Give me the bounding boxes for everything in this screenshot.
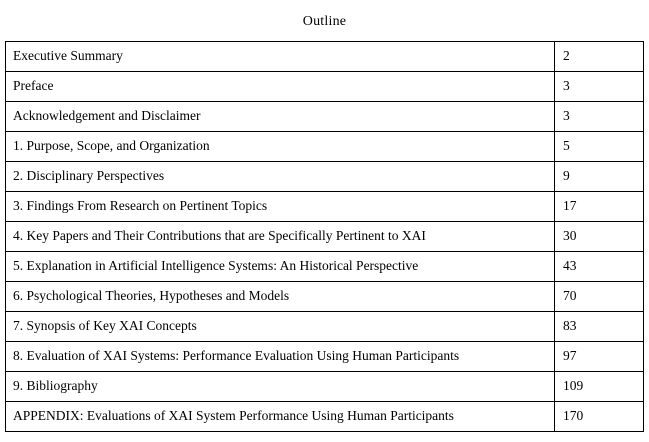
outline-entry-label: 7. Synopsis of Key XAI Concepts	[6, 312, 555, 342]
outline-entry-page: 5	[555, 132, 644, 162]
page-title: Outline	[302, 14, 347, 29]
table-row	[6, 282, 644, 312]
outline-entry-page: 43	[555, 252, 644, 282]
outline-entry-label: 1. Purpose, Scope, and Organization	[6, 132, 555, 162]
outline-entry-page: 3	[555, 102, 644, 132]
outline-entry-page: 170	[555, 402, 644, 432]
table-row	[6, 252, 644, 282]
outline-entry-page: 2	[555, 42, 644, 72]
outline-entry-label: 4. Key Papers and Their Contributions that are Specifically Pertinent to XAI	[6, 222, 555, 252]
table-row	[6, 402, 644, 432]
outline-entry-page: 97	[555, 342, 644, 372]
outline-table	[5, 41, 644, 432]
table-row	[6, 42, 644, 72]
outline-entry-page: 17	[555, 192, 644, 222]
outline-entry-label: 9. Bibliography	[6, 372, 555, 402]
table-row	[6, 192, 644, 222]
table-row	[6, 342, 644, 372]
outline-entry-label: 8. Evaluation of XAI Systems: Performance Evaluation Using Human Participants	[6, 342, 555, 372]
document-page	[0, 14, 649, 442]
outline-entry-page: 9	[555, 162, 644, 192]
outline-entry-label: 2. Disciplinary Perspectives	[6, 162, 555, 192]
outline-entry-page: 83	[555, 312, 644, 342]
outline-entry-label: 6. Psychological Theories, Hypotheses and Models	[6, 282, 555, 312]
outline-table-body	[6, 42, 644, 432]
table-row	[6, 312, 644, 342]
table-row	[6, 72, 644, 102]
table-row	[6, 132, 644, 162]
outline-entry-label: Executive Summary	[6, 42, 555, 72]
table-row	[6, 102, 644, 132]
table-row	[6, 222, 644, 252]
outline-entry-label: APPENDIX: Evaluations of XAI System Performance Using Human Participants	[6, 402, 555, 432]
outline-entry-page: 109	[555, 372, 644, 402]
table-row	[6, 372, 644, 402]
outline-entry-page: 70	[555, 282, 644, 312]
outline-entry-page: 30	[555, 222, 644, 252]
outline-entry-label: 5. Explanation in Artificial Intelligence Systems: An Historical Perspective	[6, 252, 555, 282]
table-row	[6, 162, 644, 192]
outline-entry-label: 3. Findings From Research on Pertinent Topics	[6, 192, 555, 222]
outline-entry-page: 3	[555, 72, 644, 102]
outline-entry-label: Acknowledgement and Disclaimer	[6, 102, 555, 132]
outline-entry-label: Preface	[6, 72, 555, 102]
